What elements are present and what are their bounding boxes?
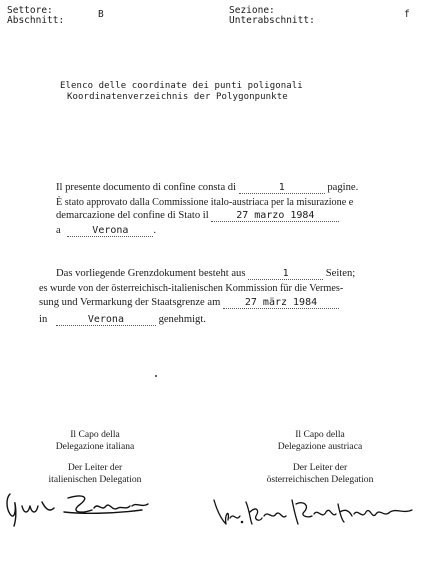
italian-place-value: Verona xyxy=(67,225,153,237)
right-caption-line-3: Der Leiter der xyxy=(292,462,348,473)
sezione-label: Sezione: xyxy=(229,5,275,16)
italian-line-4-post: . xyxy=(153,225,157,236)
italian-line-3 xyxy=(56,209,339,222)
german-pages-value: 1 xyxy=(248,268,323,280)
right-caption-line-1: Il Capo della xyxy=(295,429,345,440)
abschnitt-label: Abschnitt: xyxy=(7,15,65,26)
sezione-value: f xyxy=(404,9,410,20)
left-caption-line-4: italienischen Delegation xyxy=(48,474,142,485)
austrian-delegate-signature xyxy=(200,490,420,534)
stray-mark xyxy=(155,375,157,377)
german-date-value: 27 märz 1984 xyxy=(223,297,339,309)
right-caption-line-4: österreichischen Delegation xyxy=(266,474,374,485)
german-line-3 xyxy=(39,296,339,309)
italian-line-1-post: pagine. xyxy=(327,182,359,193)
german-line-4 xyxy=(39,313,206,326)
right-caption-line-2: Delegazione austriaca xyxy=(277,441,363,452)
right-signature-caption xyxy=(255,429,385,486)
german-line-3-pre: sung und Vermarkung der Staatsgrenze am xyxy=(39,297,221,308)
german-line-4-post: genehmigt. xyxy=(158,314,206,325)
italian-date-value: 27 marzo 1984 xyxy=(211,210,339,222)
italian-line-3-pre: demarcazione del confine di Stato il xyxy=(56,210,209,221)
settore-label: Settore: xyxy=(7,5,53,16)
german-place-value: Verona xyxy=(56,314,156,326)
left-caption-line-1: Il Capo della xyxy=(70,429,120,440)
italian-line-1-pre: Il presente documento di confine consta di xyxy=(56,182,237,193)
italian-line-4-pre: a xyxy=(56,225,61,236)
unterabschnitt-label: Unterabschnitt: xyxy=(229,15,315,26)
german-line-1-post: Seiten; xyxy=(325,268,356,279)
left-caption-line-3: Der Leiter der xyxy=(67,462,123,473)
italian-delegate-signature xyxy=(2,484,152,532)
german-line-1 xyxy=(56,267,355,280)
italian-pages-value: 1 xyxy=(239,182,325,194)
italian-line-4 xyxy=(56,224,156,237)
german-line-1-pre: Das vorliegende Grenzdokument besteht aus xyxy=(56,268,246,279)
title-italian: Elenco delle coordinate dei punti poligonali xyxy=(60,81,303,91)
left-signature-caption xyxy=(30,429,160,486)
italian-line-2: È stato approvato dalla Commissione italo-austriaca per la misurazione e xyxy=(56,197,354,208)
settore-value: B xyxy=(98,9,104,20)
german-line-2: es wurde von der österreichisch-italienischen Kommission für die Vermes- xyxy=(39,283,344,294)
left-caption-line-2: Delegazione italiana xyxy=(55,441,135,452)
title-german: Koordinatenverzeichnis der Polygonpunkte xyxy=(67,92,288,102)
german-line-4-pre: in xyxy=(39,314,48,325)
italian-line-1 xyxy=(56,181,358,194)
